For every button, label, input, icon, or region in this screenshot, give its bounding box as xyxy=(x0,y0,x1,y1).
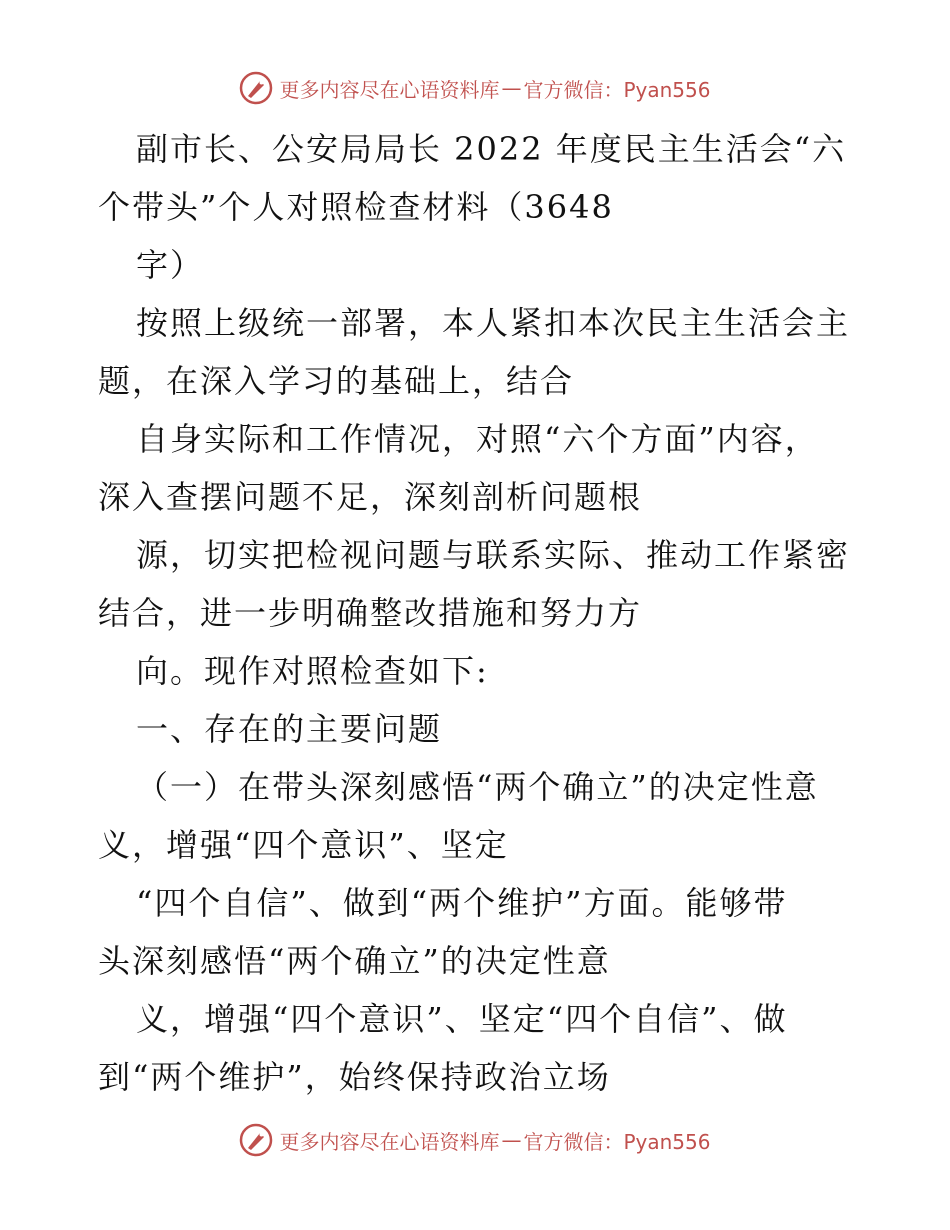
pen-nib-logo-icon xyxy=(239,1123,273,1157)
title-line-3: 字） xyxy=(136,246,205,284)
watermark-dash: — xyxy=(501,76,522,100)
pen-nib-logo-icon xyxy=(239,71,273,105)
watermark-official-account: 官方微信：Pyan556 xyxy=(523,1129,711,1154)
paragraph-line: 深入查摆问题不足，深刻剖析问题根 xyxy=(98,478,643,516)
footer-watermark xyxy=(0,1120,950,1160)
watermark-dash: — xyxy=(501,1128,522,1152)
header-watermark xyxy=(0,68,950,108)
paragraph-line: （一）在带头深刻感悟“两个确立”的决定性意 xyxy=(136,768,819,806)
title-line-1: 副市长、公安局局长 2022 年度民主生活会“六 xyxy=(136,130,847,168)
paragraph-line: 义，增强“四个意识”、坚定“四个自信”、做 xyxy=(136,1000,788,1038)
paragraph-line: 义，增强“四个意识”、坚定 xyxy=(98,826,509,864)
watermark-brand-text: 更多内容尽在心语资料库 xyxy=(279,1129,500,1154)
document-body xyxy=(98,120,858,1106)
paragraph-line: 到“两个维护”，始终保持政治立场 xyxy=(98,1058,611,1096)
paragraph-line: 头深刻感悟“两个确立”的决定性意 xyxy=(98,942,611,980)
watermark-official-account: 官方微信：Pyan556 xyxy=(523,77,711,102)
paragraph-line: 结合，进一步明确整改措施和努力方 xyxy=(98,594,643,632)
paragraph-line: “四个自信”、做到“两个维护”方面。能够带 xyxy=(136,884,788,922)
paragraph-line: 按照上级统一部署，本人紧扣本次民主生活会主 xyxy=(136,304,851,342)
paragraph-line: 向。现作对照检查如下: xyxy=(136,652,489,690)
paragraph-line: 自身实际和工作情况，对照“六个方面”内容， xyxy=(136,420,819,458)
title-line-2: 个带头”个人对照检查材料（3648 xyxy=(98,188,614,226)
paragraph-line: 源，切实把检视问题与联系实际、推动工作紧密 xyxy=(136,536,851,574)
paragraph-line: 题，在深入学习的基础上，结合 xyxy=(98,362,575,400)
watermark-brand-text: 更多内容尽在心语资料库 xyxy=(279,77,500,102)
section-heading: 一、存在的主要问题 xyxy=(136,710,443,748)
